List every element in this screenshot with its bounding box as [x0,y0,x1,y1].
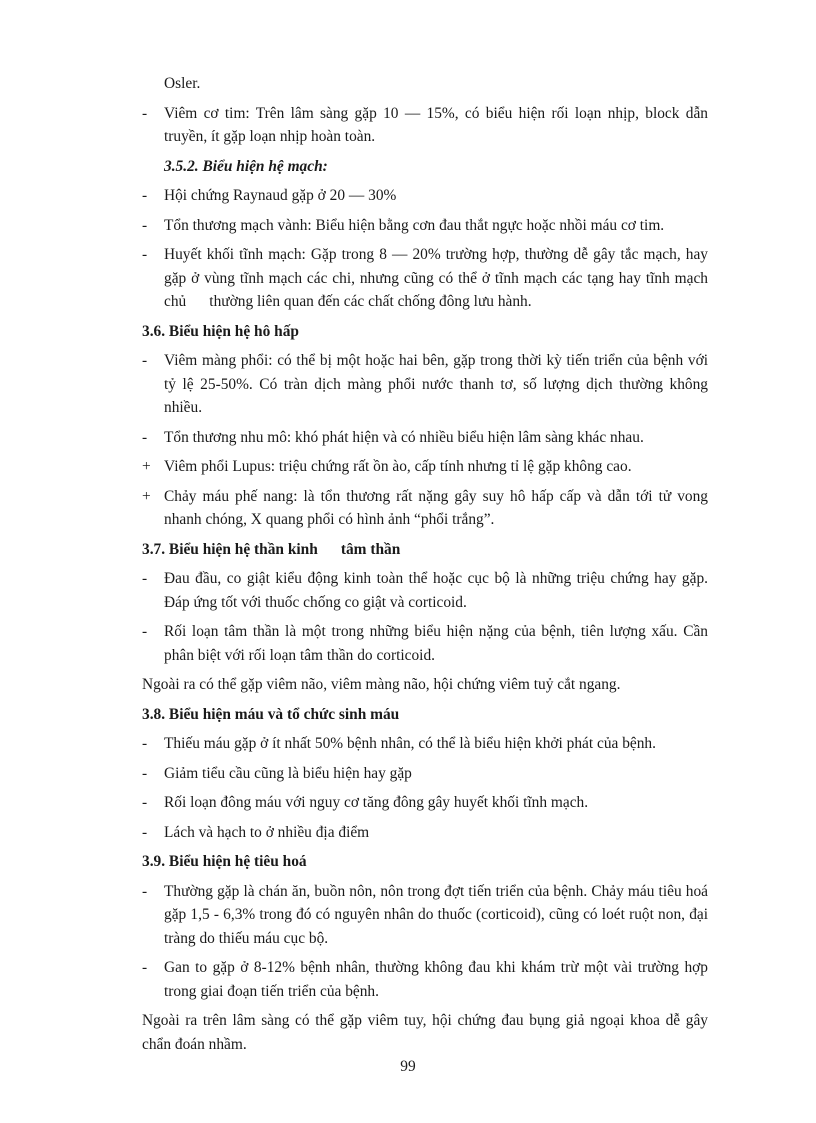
list-item-text: Thiếu máu gặp ở ít nhất 50% bệnh nhân, có thể là biểu hiện khởi phát của bệnh. [164,735,656,752]
list-item-text: Đau đầu, co giật kiểu động kinh toàn thể hoặc cục bộ là những triệu chứng hay gặp. Đáp ứng tốt với thuốc chống co giật và corticoid. [164,570,708,611]
section-heading: 3.6. Biểu hiện hệ hô hấp [142,322,299,340]
page-number: 99 [400,1058,416,1075]
paragraph: Ngoài ra có thể gặp viêm não, viêm màng não, hội chứng viêm tuỷ cắt ngang. [142,676,621,693]
list-marker: - [142,216,148,234]
list-marker: - [142,764,148,782]
list-item [142,243,712,314]
list-item [142,732,708,756]
list-item-text: Lách và hạch to ở nhiều địa điểm [164,823,370,841]
list-item [142,880,708,951]
list-item [142,791,708,815]
list-marker: - [142,187,148,204]
section-heading: 3.8. Biểu hiện máu và tổ chức sinh máu [142,705,400,723]
list-item [142,102,708,149]
list-marker: - [142,823,148,841]
list-item-text: Viêm màng phổi: có thể bị một hoặc hai bên, gặp trong thời kỳ tiến triển của bệnh với tỷ lệ 25-50%. Có tràn dịch màng phổi nước thanh tơ, số lượng dịch thường không nhiều. [164,352,708,416]
list-item [142,455,708,479]
list-item-text: Thường gặp là chán ăn, buồn nôn, nôn trong đợt tiến triển của bệnh. Chảy máu tiêu hoá gặp 1,5 - 6,3% trong đó có nguyên nhân do thuốc (corticoid), cũng có loét ruột non, đại tràng do thiếu máu cục bộ. [164,882,708,947]
list-marker: - [142,623,148,640]
list-item [142,349,708,420]
list-item [142,567,708,614]
continuation-text: Osler. [164,75,201,92]
list-item [142,426,708,450]
list-item-text: Chảy máu phế nang: là tổn thương rất nặng gây suy hô hấp cấp và dẫn tới tử vong nhanh chóng, X quang phổi có hình ảnh “phổi trắng”. [164,487,708,528]
list-marker: - [142,428,148,446]
list-item-text: Gan to gặp ở 8-12% bệnh nhân, thường không đau khi khám trừ một vài trường hợp trong giai đoạn tiến triển của bệnh. [164,959,708,1000]
paragraph: Ngoài ra trên lâm sàng có thể gặp viêm tuy, hội chứng đau bụng giả ngoại khoa dễ gây chẩn đoán nhầm. [142,1012,708,1053]
list-item-text: Giảm tiểu cầu cũng là biểu hiện hay gặp [164,764,412,782]
list-marker: - [142,352,148,369]
list-marker: - [142,959,148,976]
list-item-text: Tổn thương mạch vành: Biểu hiện bằng cơn đau thắt ngực hoặc nhồi máu cơ tim. [164,216,665,234]
list-marker: - [142,104,148,122]
list-marker: - [142,882,148,900]
list-marker: - [142,735,148,752]
list-marker: + [142,487,151,505]
section-heading: 3.7. Biểu hiện hệ thần kinh tâm thần [142,540,401,558]
list-marker: - [142,570,148,587]
list-marker: - [142,246,148,263]
list-marker: + [142,458,151,475]
page-body [142,72,712,1062]
list-item-text: Tổn thương nhu mô: khó phát hiện và có nhiều biểu hiện lâm sàng khác nhau. [164,428,644,446]
list-item [142,821,708,845]
list-item [142,956,708,1003]
list-item-text: Rối loạn đông máu với nguy cơ tăng đông gây huyết khối tĩnh mạch. [164,794,589,811]
list-item-text: Rối loạn tâm thần là một trong những biểu hiện nặng của bệnh, tiên lượng xấu. Cần phân biệt với rối loạn tâm thần do corticoid. [164,623,708,664]
list-item [142,214,708,238]
list-item [142,485,708,532]
list-item-text: Huyết khối tĩnh mạch: Gặp trong 8 — 20% trường hợp, thường dễ gây tắc mạch, hay gặp ở vùng tĩnh mạch các chi, nhưng cũng có thể ở tĩnh mạch các tạng hay tĩnh mạch chủ thường liên quan đến các chất chống đông lưu hành. [164,246,712,310]
list-marker: - [142,794,148,811]
list-item-text: Viêm cơ tim: Trên lâm sàng gặp 10 — 15%, có biểu hiện rối loạn nhịp, block dẫn truyền, ít gặp loạn nhịp hoàn toàn. [164,104,708,145]
list-item [142,620,708,667]
list-item-text: Hội chứng Raynaud gặp ở 20 — 30% [164,187,397,204]
list-item [142,184,708,208]
list-item [142,762,708,786]
subsection-heading: 3.5.2. Biểu hiện hệ mạch: [164,157,328,175]
section-heading: 3.9. Biểu hiện hệ tiêu hoá [142,853,307,870]
list-item-text: Viêm phổi Lupus: triệu chứng rất ồn ào, cấp tính nhưng tỉ lệ gặp không cao. [164,458,632,475]
